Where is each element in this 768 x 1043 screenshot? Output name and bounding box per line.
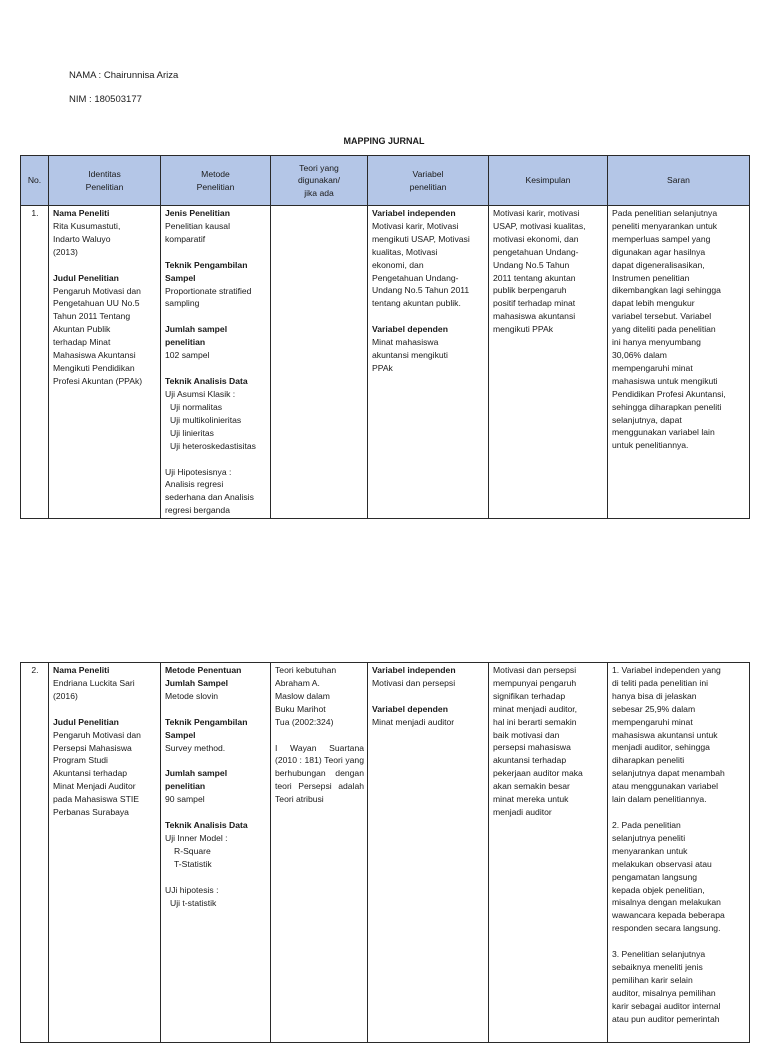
header-identitas: Identitas Penelitian — [49, 156, 161, 206]
list-item: T-Statistik — [174, 858, 212, 869]
saran-paragraph-3: 3. Penelitian selanjutnya sebaiknya meneliti jenis pemilihan karir selain auditor, misalnya pemilihan karir sebagai auditor internal atau pun auditor pemerintah — [612, 949, 721, 1024]
judul-penelitian: Pengaruh Motivasi dan Persepsi Mahasiswa Program Studi Akuntansi terhadap Minat Menjadi Auditor pada Mahasiswa STIE Perbanas Surabaya — [53, 729, 141, 818]
variabel-dependen-label: Variabel dependen — [372, 324, 448, 335]
list-item: Uji normalitas — [170, 401, 223, 412]
variabel-independen: Motivasi karir, Motivasi mengikuti USAP, Motivasi kualitas, Motivasi ekonomi, dan Pengetahuan Undang- Undang No.5 Tahun 2011 tentang akuntan publik. — [372, 220, 470, 309]
variabel-dependen-label: Variabel dependen — [372, 703, 448, 714]
row-number: 2. — [21, 663, 49, 1043]
variabel-dependen: Minat mahasiswa akuntansi mengikuti PPAk — [372, 337, 448, 373]
student-name: NAMA : Chairunnisa Ariza — [69, 70, 179, 81]
kesimpulan-text: Motivasi karir, motivasi USAP, motivasi kualitas, motivasi ekonomi, dan pengetahuan Undang- Undang No.5 Tahun 2011 tentang akuntan publik berpengaruh positif terhadap minat mahasiswa akuntansi mengikuti PPAk — [493, 208, 586, 335]
teknik-sampel-label: Teknik Pengambilan Sampel — [165, 716, 248, 740]
judul-penelitian: Pengaruh Motivasi dan Pengetahuan UU No.5 Tahun 2011 Tentang Akuntan Publik terhadap Minat Mahasiswa Akuntansi Mengikuti Pendidikan Profesi Akuntan (PPAk) — [53, 285, 143, 386]
teknik-sampel: Proportionate stratified sampling — [165, 285, 252, 309]
mapping-table — [20, 155, 750, 519]
jumlah-sampel-label: Jumlah sampel penelitian — [165, 324, 228, 348]
jenis-penelitian: Penelitian kausal komparatif — [165, 220, 230, 244]
metode-penentuan-label: Metode Penentuan Jumlah Sampel — [165, 665, 242, 688]
variabel-independen-label: Variabel independen — [372, 208, 456, 218]
list-item: Uji linieritas — [170, 427, 214, 438]
list-item: Uji heteroskedastisitas — [170, 440, 256, 451]
list-item: Uji multikolinieritas — [170, 414, 242, 425]
jenis-penelitian-label: Jenis Penelitian — [165, 208, 230, 218]
list-item: Uji t-statistik — [170, 897, 217, 908]
header-teori: Teori yang digunakan/ jika ada — [271, 156, 368, 206]
saran-paragraph-1: 1. Variabel independen yang di teliti pada penelitian ini hanya bisa di jelaskan sebesar 25,9% dalam mempengaruhi minat mahasiswa akuntansi untuk menjadi auditor, sehingga diharapkan peneliti selanjutnya dapat menambah atau menggunakan variabel lain dalam penelitiannya. — [612, 665, 725, 805]
teknik-sampel-label: Teknik Pengambilan Sampel — [165, 259, 248, 283]
nama-peneliti: Endriana Luckita Sari (2016) — [53, 677, 135, 701]
document-title: MAPPING JURNAL — [343, 136, 425, 146]
identitas-cell — [49, 206, 161, 519]
table-header-row — [21, 156, 750, 206]
teknik-analisis-label: Teknik Analisis Data — [165, 820, 248, 831]
jumlah-sampel: 102 sampel — [165, 350, 210, 361]
header-saran: Saran — [608, 156, 750, 206]
teori-paragraph-1: Teori kebutuhan Abraham A. Maslow dalam Buku Marihot Tua (2002:324) — [275, 665, 337, 727]
table-row — [21, 663, 750, 1043]
metode-cell — [161, 206, 271, 519]
kesimpulan-cell — [489, 206, 608, 519]
list-item: R-Square — [174, 845, 211, 856]
nama-peneliti: Rita Kusumastuti, Indarto Waluyo (2013) — [53, 220, 121, 257]
uji-inner-label: Uji Inner Model : — [165, 833, 228, 844]
variabel-independen: Motivasi dan persepsi — [372, 677, 456, 688]
uji-asumsi-label: Uji Asumsi Klasik : — [165, 388, 236, 399]
variabel-cell — [368, 663, 489, 1043]
student-id: NIM : 180503177 — [69, 94, 142, 105]
judul-penelitian-label: Judul Penelitian — [53, 272, 119, 283]
kesimpulan-cell — [489, 663, 608, 1043]
row-number: 1. — [21, 206, 49, 519]
saran-paragraph-2: 2. Pada penelitian selanjutnya peneliti menyarankan untuk melakukan observasi atau pengamatan langsung kepada objek penelitian, misalnya dengan melakukan wawancara kepada beberapa responden secara langsung. — [612, 819, 725, 934]
saran-cell — [608, 206, 750, 519]
jumlah-sampel-label: Jumlah sampel penelitian — [165, 768, 228, 792]
teknik-sampel: Survey method. — [165, 742, 226, 753]
judul-penelitian-label: Judul Penelitian — [53, 716, 119, 727]
teori-paragraph-2: I Wayan Suartana (2010 : 181) Teori yang berhubungan dengan teori Persepsi adalah Teori atribusi — [275, 742, 364, 805]
uji-hipotesis: Uji Hipotesisnya : Analisis regresi sederhana dan Analisis regresi berganda — [165, 466, 254, 516]
header-no: No. — [21, 156, 49, 206]
nama-peneliti-label: Nama Peneliti — [53, 665, 110, 675]
identitas-cell — [49, 663, 161, 1043]
nama-peneliti-label: Nama Peneliti — [53, 208, 110, 218]
variabel-independen-label: Variabel independen — [372, 665, 456, 675]
table-row — [21, 206, 750, 519]
variabel-dependen: Minat menjadi auditor — [372, 716, 455, 727]
kesimpulan-text: Motivasi dan persepsi mempunyai pengaruh signifikan terhadap minat menjadi auditor, hal ini berarti semakin baik motivasi dan persepsi mahasiswa akuntansi terhadap pekerjaan auditor maka akan semakin besar minat mereka untuk menjadi auditor — [493, 665, 583, 817]
mapping-table-continued — [20, 662, 750, 1043]
jumlah-sampel: 90 sampel — [165, 794, 205, 805]
teknik-analisis-label: Teknik Analisis Data — [165, 376, 248, 387]
header-kesimpulan: Kesimpulan — [489, 156, 608, 206]
teori-cell — [271, 663, 368, 1043]
saran-text: Pada penelitian selanjutnya peneliti menyarankan untuk memperluas sampel yang digunakan agar hasilnya dapat digeneralisasikan, Instrumen penelitian dikembangkan lagi sehingga dapat lebih mengukur variabel tersebut. Variabel yang diteliti pada penelitian ini hanya menyumbang 30,06% dalam mempengaruhi minat mahasiswa untuk mengikuti Pendidikan Profesi Akuntansi, sehingga diharapkan peneliti selanjutnya, dapat menggunakan variabel lain untuk penelitiannya. — [612, 208, 726, 451]
uji-hipotesis-label: UJi hipotesis : — [165, 884, 219, 895]
saran-cell — [608, 663, 750, 1043]
metode-cell — [161, 663, 271, 1043]
header-metode: Metode Penelitian — [161, 156, 271, 206]
header-variabel: Variabel penelitian — [368, 156, 489, 206]
teori-cell — [271, 206, 368, 519]
metode-penentuan: Metode slovin — [165, 690, 219, 701]
variabel-cell — [368, 206, 489, 519]
